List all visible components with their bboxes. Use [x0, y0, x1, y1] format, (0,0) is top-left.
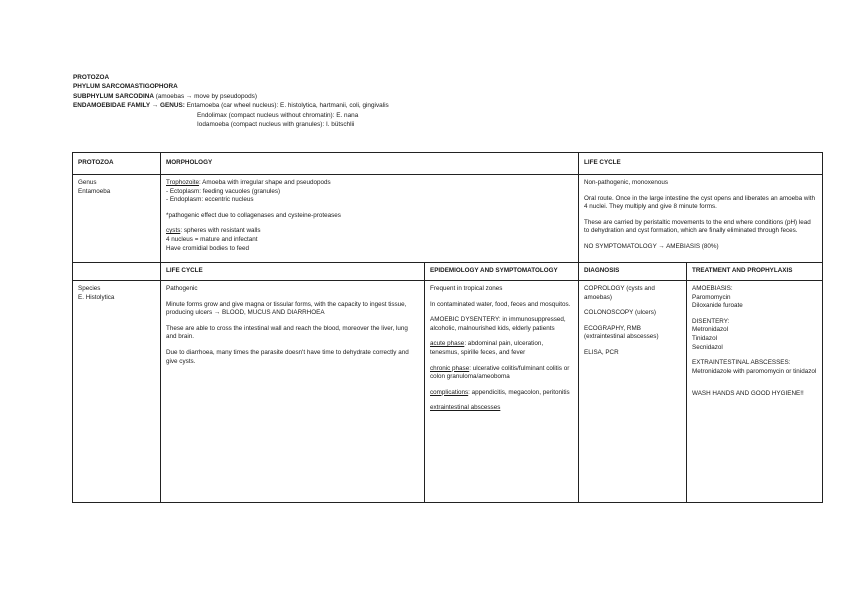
cell-genus-lifecycle: Non-pathogenic, monoxenous Oral route. Once in the large intestine the cyst opens and liberates an amoeba with 4 nuclei. They multiply and give 8 minute forms. These are carried by peristaltic movements to the end where conditions (pH) lead to dehydration and cyst formation, which are finally eliminated through feces. NO SYMPTOMATOLOGY → AMEBIASIS (80%) [579, 175, 823, 263]
col-header-morphology: MORPHOLOGY [161, 153, 579, 175]
col-header-empty [73, 263, 161, 281]
header-family: ENDAMOEBIDAE FAMILY → GENUS: Entamoeba (car wheel nucleus): E. histolytica, hartmanii, coli, gingivalis [73, 102, 389, 110]
col-header-species-lifecycle: LIFE CYCLE [161, 263, 425, 281]
header-phylum: PHYLUM SARCOMASTIGOPHORA [73, 83, 178, 91]
col-header-lifecycle: LIFE CYCLE [579, 153, 823, 175]
table-row-genus [73, 175, 823, 263]
document-header [73, 73, 389, 129]
cell-species-epidemiology: Frequent in tropical zones In contaminated water, food, feces and mosquitos. AMOEBIC DYSENTERY: in immunosuppressed, alcoholic, malnourished kids, elderly patients acute phase: abdominal pain, ulceration, tenesmus, spirille feces, and fever chronic phase: ulcerative colitis/fulminant colitis or colon granuloma/ameoboma complications: appendicitis, megacolon, peritonitis extraintestinal abscesses [425, 281, 579, 503]
col-header-epidemiology: EPIDEMIOLOGY AND SYMPTOMATOLOGY [425, 263, 579, 281]
cell-species-treatment: AMOEBIASIS: Paromomycin Diloxanide furoate DISENTERY: Metronidazol Tinidazol Secnidazol EXTRAINTESTINAL ABSCESSES: Metronidazole with paromomycin or tinidazol WASH HANDS AND GOOD HYGIENE!! [687, 281, 823, 503]
cell-species-lifecycle: Pathogenic Minute forms grow and give magna or tissular forms, with the capacity to ingest tissue, producing ulcers → BLOOD, MUCUS AND DIARRHOEA These are able to cross the intestinal wall and reach the blood, moreover the liver, lung and brain. Due to diarrhoea, many times the parasite doesn't have time to dehydrate correctly and give cysts. [161, 281, 425, 503]
header-protozoa: PROTOZOA [73, 74, 110, 81]
header-endolimax: Endolimax (compact nucleus without chromatin): E. nana [197, 111, 359, 119]
cell-genus-morphology: Trophozoite: Amoeba with irregular shape and pseudopods - Ectoplasm: feeding vacuoles (granules) - Endoplasm: eccentric nucleus *pathogenic effect due to collagenases and cysteine-proteases cysts: spheres with resistant walls 4 nucleus = mature and infectant Have cromidial bodies to feed [161, 175, 579, 263]
col-header-diagnosis: DIAGNOSIS [579, 263, 687, 281]
table-header-row-2 [73, 263, 823, 281]
protozoa-table [72, 152, 823, 503]
col-header-treatment: TREATMENT AND PROPHYLAXIS [687, 263, 823, 281]
cell-genus-label: Genus Entamoeba [73, 175, 161, 263]
cell-species-diagnosis: COPROLOGY (cysts and amoebas) COLONOSCOPY (ulcers) ECOGRAPHY, RMB (extraintestinal abscesses) ELISA, PCR [579, 281, 687, 503]
table-row-species [73, 281, 823, 503]
col-header-protozoa: PROTOZOA [73, 153, 161, 175]
cell-species-label: Species E. Histolytica [73, 281, 161, 503]
header-iodamoeba: Iodamoeba (compact nucleus with granules): I. bütschlii [197, 121, 355, 129]
header-subphylum: SUBPHYLUM SARCODINA (amoebas → move by pseudopods) [73, 92, 257, 100]
table-header-row-1 [73, 153, 823, 175]
